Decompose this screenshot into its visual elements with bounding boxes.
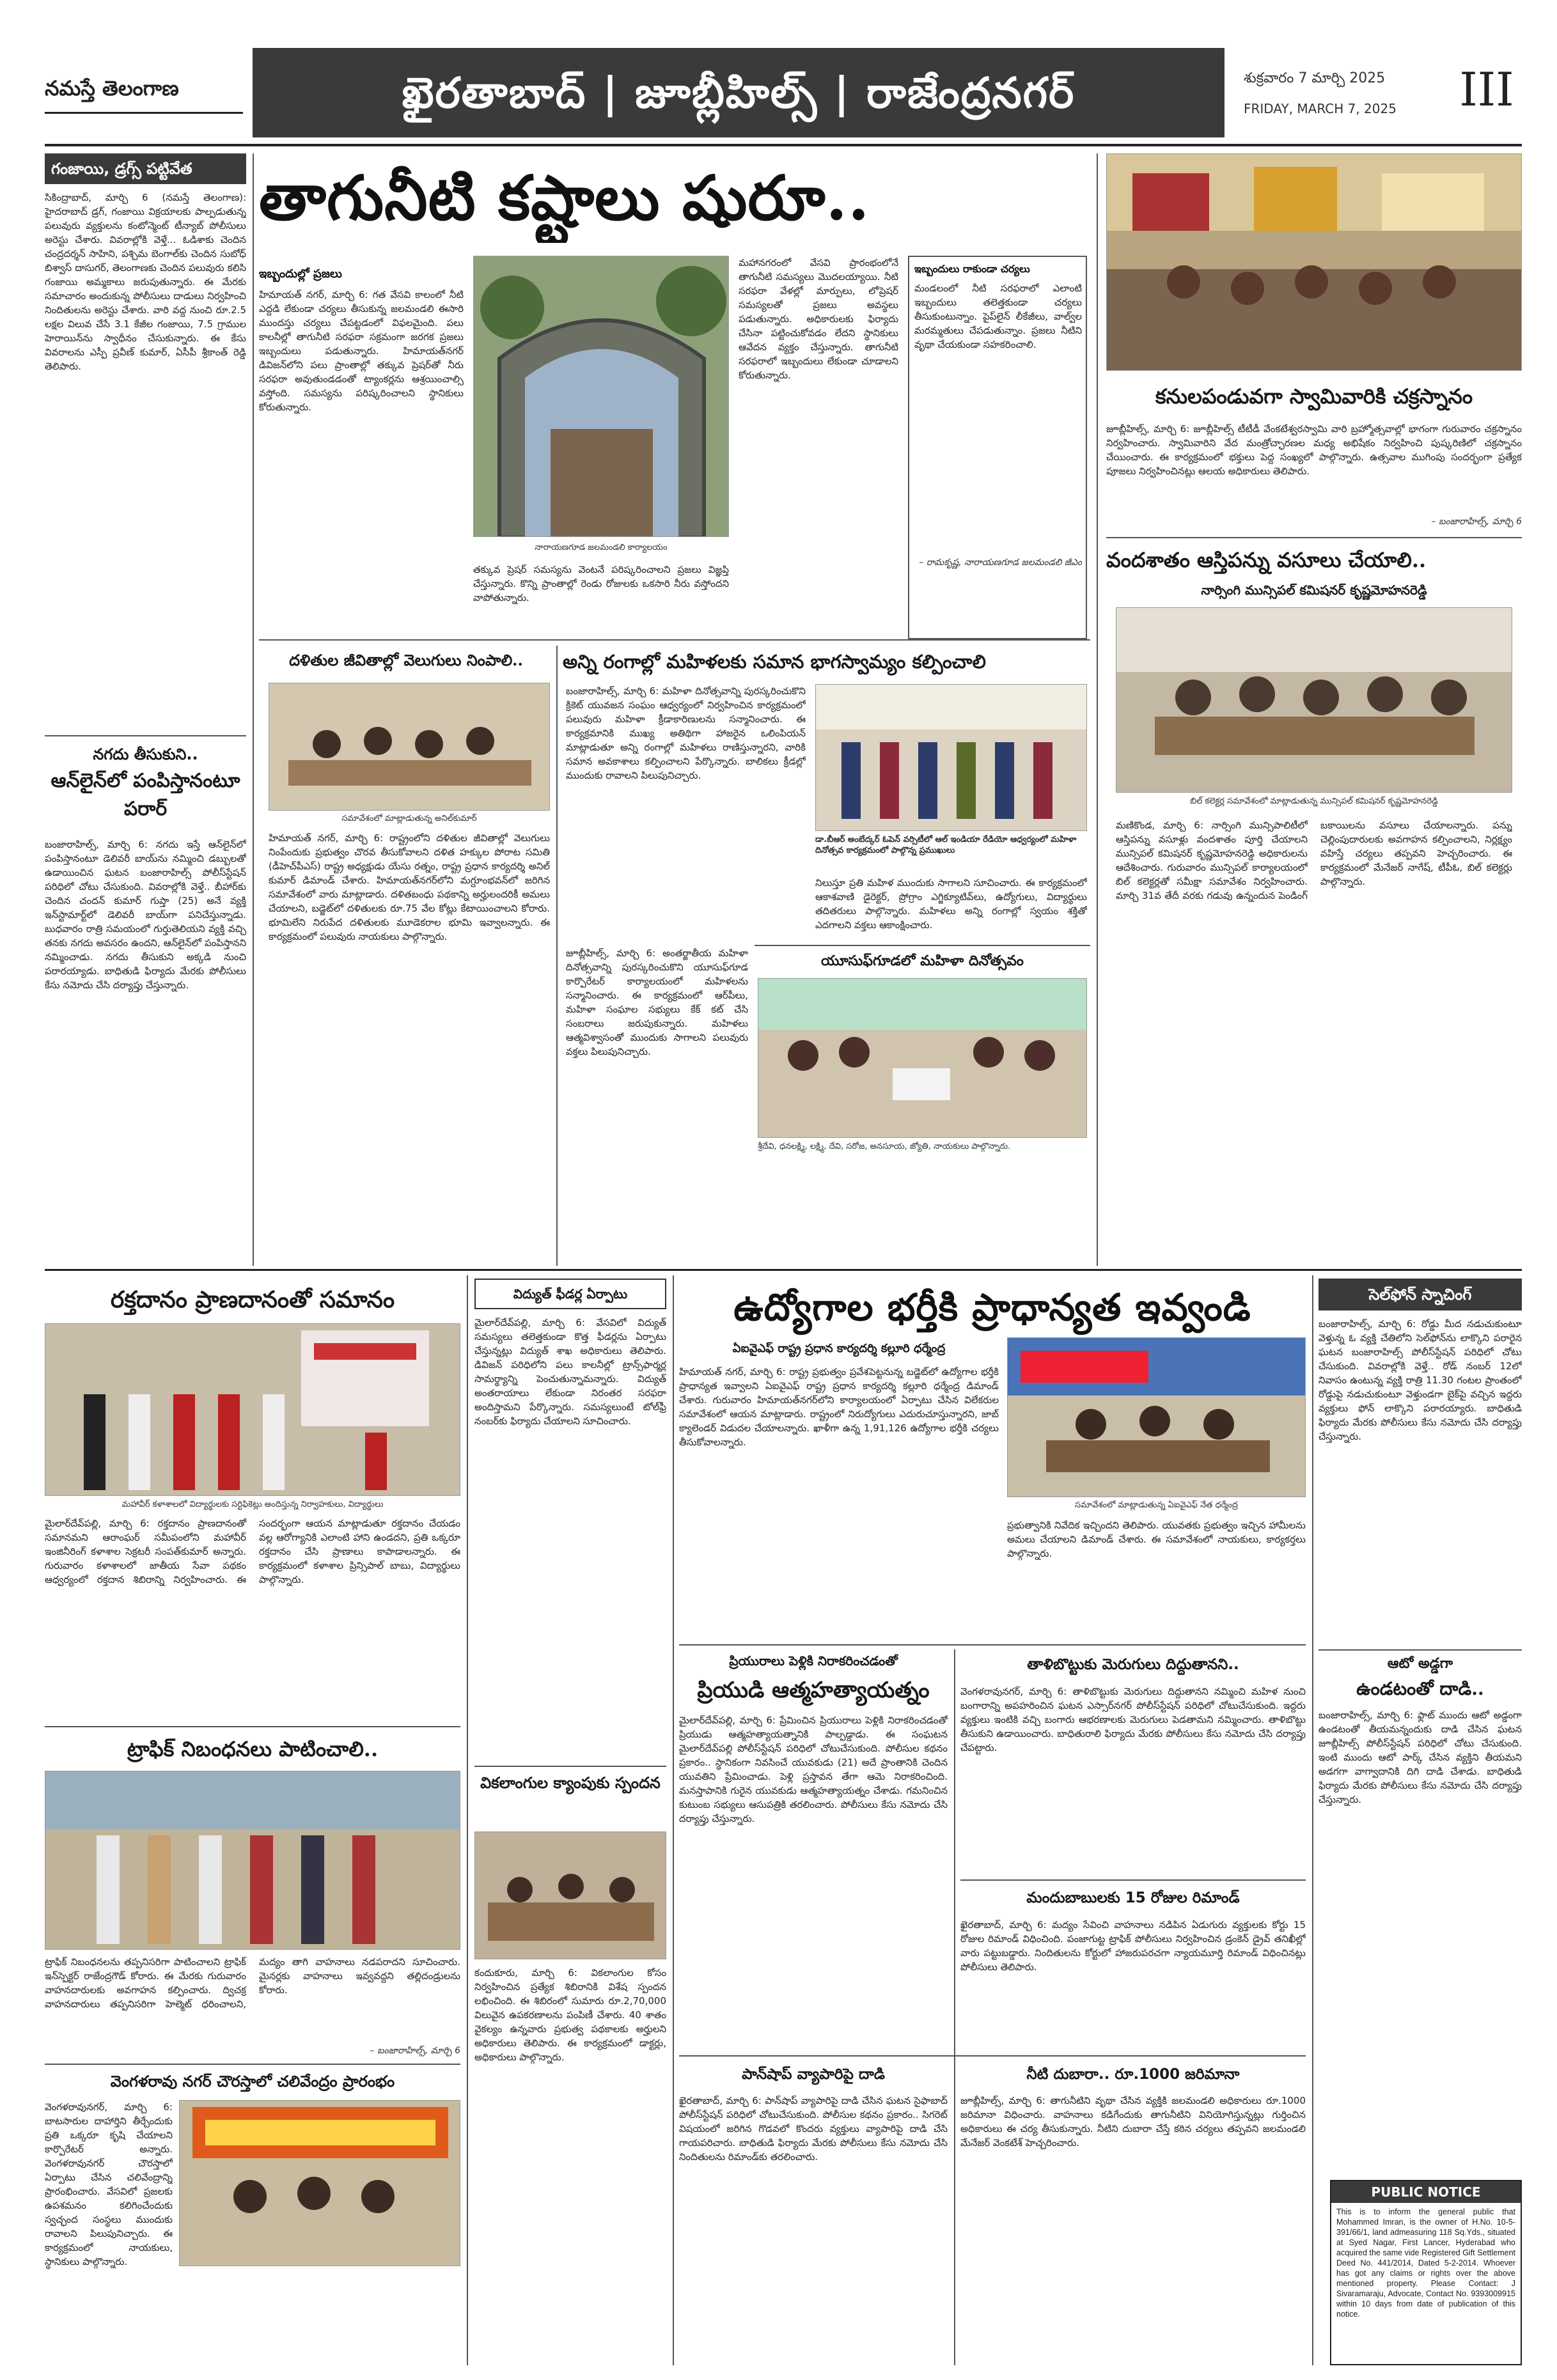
online-story [45, 742, 246, 1266]
meeting-illustration [1116, 608, 1512, 793]
divider [45, 735, 246, 736]
water-headline: తాగునీటి కష్టాలు షురూ.. [259, 162, 870, 234]
section-rule [45, 1269, 1522, 1271]
column-rule [253, 153, 254, 1266]
tax-caption: బిల్ కలెక్టర్ల సమావేశంలో మాట్లాడుతున్న మున్సిపల్ కమిషనర్ కృష్ణమోహనరెడ్డి [1190, 797, 1438, 806]
divider [474, 1766, 666, 1767]
divider [45, 2064, 460, 2065]
jobs-photo [1007, 1337, 1306, 1497]
lover-headline: ప్రియుడి ఆత్మహత్యాయత్నం [697, 1677, 930, 1703]
dalit-caption: సమావేశంలో మాట్లాడుతున్న అనిల్‌కుమార్ [341, 814, 477, 823]
vengal-body: వెంగళరావునగర్, మార్చి 6: బాటసారుల దాహార్తిని తీర్చేందుకు ప్రతి ఒక్కరూ కృషి చేయాలని కార్పొరేటర్ అన్నారు. వెంగళరావునగర్ చౌరస్తాలో ఏర్పాటు చేసిన చలివేంద్రాన్ని ప్రారంభించారు. వేసవిలో ప్రజలకు ఉపశమనం కలిగించేందుకు స్వచ్ఛంద సంస్థలు ముందుకు రావాలని పిలుపునిచ్చారు. ఈ కార్యక్రమంలో నాయకులు, స్థానికులు పాల్గొన్నారు. [45, 2101, 173, 2267]
ganja-story [45, 153, 246, 729]
temple-illustration [1107, 154, 1522, 371]
jobs-subhead: ఏఐవైఎఫ్ రాష్ట్ర ప్రధాన కార్యదర్శి కల్లూరి ధర్మేంద్ర [732, 1342, 946, 1355]
women-caption: డా.బీఆర్ అంబేద్కర్ ఓపెన్ వర్సిటీలో ఆల్ ఇండియా రేడియో ఆధ్వర్యంలో మహిళా దినోత్సవ కార్యక్రమంలో పాల్గొన్న ప్రముఖులు [815, 835, 1077, 855]
divider [679, 2055, 1306, 2057]
ganja-body: సికింద్రాబాద్, మార్చి 6 (నమస్తే తెలంగాణ): హైదరాబాద్ డ్రగ్, గంజాయి విక్రయాలకు పాల్పడుతున్న పలువురు వ్యక్తులను కంటోన్మెంట్ టీన్యాబ్ పోలీసులు అరెస్టు చేశారు. వివరాల్లోకి వెళ్తే... ఓడిశాకు చెందిన చంద్రదర్శన్ సాహిని, పశ్చిమ బెంగాల్‌కు చెందిన సుబోధ్ బిశ్వాస్ దాసుగర్, తెలంగాణకు చెందిన పలువురు కలిసి గంజాయి అమ్మకాలు జరుపుతున్నారు. ఈ మేరకు సమాచారం అందుకున్న పోలీసులు దాడులు నిర్వహించి నిందితులను అరెస్టు చేశారు. వారి వద్ద నుంచి రూ.2.5 లక్షల విలువ చేసే 3.1 కేజీల గంజాయి, 7.5 గ్రాముల హెరాయిన్‌ను స్వాధీనం చేసుకున్నారు. ఈ కేసు వివరాలను ఎస్పీ ప్రవీణ్ కుమార్, ఏసీపీ శ్రీకాంత్ రెడ్డి తెలిపారు. [45, 192, 246, 372]
disabled-body: కందుకూరు, మార్చి 6: వికలాంగుల కోసం నిర్వహించిన ప్రత్యేక శిబిరానికి విశేష స్పందన లభించింది. ఈ శిబిరంలో సుమారు రూ.2,70,000 విలువైన ఉపకరణాలను పంపిణీ చేశారు. 40 శాతం వైకల్యం ఉన్నవారు ప్రభుత్వ పథకాలకు అర్హులని అధికారులు తెలిపారు. ఈ కార్యక్రమంలో డాక్టర్లు, అధికారులు పాల్గొన్నారు. [474, 1967, 666, 2063]
water-photo-caption: నారాయణగూడ జలమండలి కార్యాలయం [535, 543, 668, 552]
section-title: ఖైరతాబాద్ | జూబ్లీహిల్స్ | రాజేంద్రనగర్ [402, 68, 1076, 118]
dalit-photo [269, 683, 550, 811]
cellphone-headline: సెల్‌ఫోన్ స్నాచింగ్ [1318, 1279, 1522, 1311]
temple-headline-box [1106, 377, 1522, 416]
fine-body: జూబ్లీహిల్స్, మార్చి 6: తాగునీటిని వృథా చేసిన వ్యక్తికి జలమండలి అధికారులు రూ.1000 జరిమానా విధించారు. వాహనాలు కడిగేందుకు తాగునీటిని వినియోగిస్తున్నట్లు గుర్తించిన అధికారులు ఈ చర్య తీసుకున్నారు. నీటిని దుబారా చేస్తే కఠిన చర్యలు తప్పవని జలమండలి మేనేజర్ వెంకటేశ్ హెచ్చరించారు. [960, 2095, 1306, 2149]
women-headline: అన్ని రంగాల్లో మహిళలకు సమాన భాగస్వామ్యం కల్పించాలి [563, 651, 986, 673]
auto-headline: ఉండటంతో దాడి.. [1356, 1678, 1484, 1699]
vengal-headline: వెంగళరావు నగర్ చౌరస్తాలో చలివేంద్రం ప్రారంభం [110, 2073, 395, 2090]
divider [679, 1644, 1306, 1645]
yousufguda-body: జూబ్లీహిల్స్, మార్చి 6: అంతర్జాతీయ మహిళా దినోత్సవాన్ని పురస్కరించుకొని యూసుఫ్‌గూడ కార్పొరేటర్ కార్యాలయంలో మహిళలను సన్మానించారు. ఈ కార్యక్రమంలో ఆర్‌పీలు, మహిళా సంఘాల సభ్యులు కేక్ కట్ చేసి సంబరాలు జరుపుకున్నారు. మహిళలు ఆత్మవిశ్వాసంతో ముందుకు సాగాలని పలువురు వక్తలు పిలుపునిచ్చారు. [566, 947, 748, 1057]
temple-body: జూబ్లీహిల్స్, మార్చి 6: జూబ్లీహిల్స్ టీటీడీ వేంకటేశ్వరస్వామి వారి బ్రహ్మోత్సవాల్లో భాగంగా గురువారం చక్రస్నానం నిర్వహించారు. స్వామివారిని వేద మంత్రోచ్ఛారణల మధ్య అభిషేకం నిర్వహించి పుష్కరిణిలో చక్రస్నానం చేయించారు. ఈ కార్యక్రమంలో భక్తులు పెద్ద సంఖ్యలో పాల్గొన్నారు. ఉత్సవాల ముగింపు సందర్భంగా ప్రత్యేక పూజలు నిర్వహించినట్లు ఆలయ అధికారులు తెలిపారు. [1106, 423, 1522, 477]
auto-body: బంజారాహిల్స్, మార్చి 6: ఫ్లాట్ ముందు ఆటో అడ్డంగా ఉండటంతో తీయమన్నందుకు దాడి చేసిన ఘటన జూబ్లీహిల్స్ పోలీస్‌స్టేషన్ పరిధిలో చోటు చేసుకుంది. ఇంటి ముందు ఆటో పార్క్ చేసిన వ్యక్తిని తీయమని అడగగా వాగ్వాదానికి దిగి దాడి చేశాడు. బాధితుడి ఫిర్యాదు మేరకు పోలీసులు కేసు నమోదు చేసి దర్యాప్తు చేస్తున్నారు. [1318, 1709, 1522, 1805]
thali-headline: తాళిబొట్టుకు మెరుగులు దిద్దుతానని.. [1027, 1656, 1239, 1673]
column-rule [673, 1275, 674, 2365]
tax-subhead: నార్సింగి మున్సిపల్ కమిషనర్ కృష్ణమోహనరెడ్డి [1201, 582, 1427, 598]
date-telugu: శుక్రవారం 7 మార్చి 2025 [1244, 70, 1386, 86]
panshop-body: ఖైరతాబాద్, మార్చి 6: పాన్‌షాప్ వ్యాపారిపై దాడి చేసిన ఘటన సైఫాబాద్ పోలీస్‌స్టేషన్ పరిధిలో చోటుచేసుకుంది. పోలీసుల కథనం ప్రకారం.. సిగరెట్ విషయంలో జరిగిన గొడవలో కొందరు వ్యక్తులు వ్యాపారిపై దాడి చేసి గాయపరిచారు. బాధితుడి ఫిర్యాదు మేరకు పోలీసులు కేసు నమోదు చేసి నిందితులను రిమాండ్‌కు తరలించారు. [679, 2095, 948, 2163]
divider [755, 945, 1090, 946]
blood-camp-illustration [45, 1324, 460, 1496]
vengal-photo [179, 2100, 460, 2266]
divider [1318, 1649, 1522, 1651]
temple-byline: – బంజారాహిల్స్, మార్చి 6 [1431, 517, 1522, 527]
drunk-body: ఖైరతాబాద్, మార్చి 6: మద్యం సేవించి వాహనాలు నడిపిన ఏడుగురు వ్యక్తులకు కోర్టు 15 రోజుల రిమాండ్ విధించింది. పంజాగుట్ట ట్రాఫిక్ పోలీసులు నిర్వహించిన డ్రంకెన్ డ్రైవ్ తనిఖీల్లో వారు పట్టుబడ్డారు. నిందితులను కోర్టులో హాజరుపరచగా న్యాయమూర్తి రిమాండ్ విధించినట్లు పోలీసులు తెలిపారు. [960, 1919, 1306, 1973]
feeder-headline: విద్యుత్ ఫీడర్ల ఏర్పాటు [513, 1286, 628, 1302]
online-body: బంజారాహిల్స్, మార్చి 6: నగదు ఇస్తే ఆన్‌లైన్‌లో పంపిస్తానంటూ డెలివరీ బాయ్‌ను నమ్మించి డబ్బులతో ఉడాయించిన ఘటన బంజారాహిల్స్ పోలీస్‌స్టేషన్ పరిధిలో చోటు చేసుకుంది. వివరాల్లోకి వెళ్తే.. బీహార్‌కు చెందిన చందన్ కుమార్ గుప్తా (25) అనే వ్యక్తి ఇన్‌స్టామార్ట్‌లో డెలివరీ బాయ్‌గా పనిచేస్తున్నాడు. బుధవారం రాత్రి సమయంలో గుర్తుతెలియని వ్యక్తి వచ్చి తనకు నగదు అవసరం ఉందని, ఆన్‌లైన్‌లో పంపిస్తానని నమ్మించాడు. నగదు తీసుకుని అక్కడి నుంచి పరారయ్యాడు. బాధితుడి ఫిర్యాదు మేరకు పోలీసులు కేసు నమోదు చేసి దర్యాప్తు చేస్తున్నారు. [45, 839, 246, 991]
blood-photo [45, 1323, 460, 1496]
date-english: FRIDAY, MARCH 7, 2025 [1244, 101, 1397, 116]
blood-body: మైలార్‌దేవ్‌పల్లి, మార్చి 6: రక్తదానం ప్రాణదానంతో సమానమని ఆరాంఘర్ సమీపంలోని మహావీర్ ఇంజినీరింగ్ కళాశాల సెక్రటరీ సంపత్‌కుమార్ అన్నారు. గురువారం కళాశాలలో జాతీయ సేవా పథకం ఆధ్వర్యంలో రక్తదాన శిబిరాన్ని నిర్వహించారు. ఈ సందర్భంగా ఆయన మాట్లాడుతూ రక్తదానం చేయడం వల్ల ఆరోగ్యానికి ఎలాంటి హాని ఉండదని, ప్రతి ఒక్కరూ రక్తదానం చేసి ప్రాణాలు కాపాడాలన్నారు. ఈ కార్యక్రమంలో కళాశాల ప్రిన్సిపాల్ బాబు, విద్యార్థులు పాల్గొన్నారు. [45, 1518, 460, 1585]
water-quote-by: – రామకృష్ణ, నారాయణగూడ జలమండలి జీఎం [919, 557, 1082, 568]
divider [1106, 537, 1522, 538]
column-rule [556, 646, 558, 1266]
lover-body: మైలార్‌దేవ్‌పల్లి, మార్చి 6: ప్రేమించిన ప్రియురాలు పెళ్లికి నిరాకరించడంతో ప్రియుడు ఆత్మహత్యాయత్నానికి పాల్పడ్డాడు. ఈ సంఘటన మైలార్‌దేవ్‌పల్లి పోలీస్‌స్టేషన్ పరిధిలో చోటుచేసుకుంది. పోలీసుల కథనం ప్రకారం.. స్థానికంగా నివసించే యువకుడు (21) అదే ప్రాంతానికి చెందిన యువతిని ప్రేమించాడు. పెళ్లి ప్రస్తావన తేగా ఆమె నిరాకరించింది. మనస్తాపానికి గురైన యువకుడు ఆత్మహత్యాయత్నం చేశాడు. గమనించిన కుటుంబ సభ్యులు ఆసుపత్రికి తరలించారు. పోలీసులు కేసు నమోదు చేసి దర్యాప్తు చేస్తున్నారు. [679, 1715, 948, 1824]
column-rule [954, 1649, 955, 2365]
section-title-bar [253, 48, 1224, 137]
water-body4: తక్కువ ప్రెషర్ సమస్యను వెంటనే పరిష్కరించాలని ప్రజలు విజ్ఞప్తి చేస్తున్నారు. కొన్ని ప్రాంతాల్లో రెండు రోజులకు ఒకసారి నీరు వస్తోందని వాపోతున్నారు. [473, 564, 729, 603]
water-office-illustration [474, 256, 729, 537]
women-photo [815, 684, 1087, 831]
press-meet-illustration [1008, 1338, 1306, 1497]
column-rule [1312, 1275, 1313, 2365]
women-body1: బంజారాహిల్స్, మార్చి 6: మహిళా దినోత్సవాన్ని పురస్కరించుకొని క్రికెట్ యువజన సంఘం ఆధ్వర్యంలో నిర్వహించిన కార్యక్రమంలో పలువురు మహిళా క్రీడాకారిణులను సన్మానించారు. ఈ కార్యక్రమానికి ముఖ్య అతిథిగా హాజరైన ఒలింపియన్ మాట్లాడుతూ అన్ని రంగాల్లో మహిళలు రాణిస్తున్నారని, వారికి సమాన అవకాశాలు కల్పించాలని పేర్కొన్నారు. బాలికలు క్రీడల్లో ముందుకు రావాలని పిలుపునిచ్చారు. [566, 685, 806, 781]
drunk-headline: మందుబాబులకు 15 రోజుల రిమాండ్ [1026, 1890, 1240, 1906]
yousufguda-photo [758, 978, 1087, 1138]
online-kicker: నగదు తీసుకుని.. [93, 745, 198, 763]
traffic-byline: – బంజారాహిల్స్, మార్చి 6 [370, 2046, 460, 2056]
divider [259, 639, 1090, 641]
traffic-body: ట్రాఫిక్ నిబంధనలను తప్పనిసరిగా పాటించాలని ట్రాఫిక్ ఇన్‌స్పెక్టర్ రాజేంద్రగౌడ్ కోరారు. ఈ మేరకు గురువారం వాహనదారులకు అవగాహన కల్పించారు. ద్విచక్ర వాహనదారులు తప్పనిసరిగా హెల్మెట్ ధరించాలని, మద్యం తాగి వాహనాలు నడపరాదని సూచించారు. మైనర్లకు వాహనాలు ఇవ్వవద్దని తల్లిదండ్రులను కోరారు. [45, 1956, 460, 2010]
column-rule [467, 1275, 468, 2365]
dalit-headline: దళితుల జీవితాల్లో వెలుగులు నింపాలి.. [289, 651, 523, 669]
women-body2: నిలుస్తూ ప్రతి మహిళ ముందుకు సాగాలని సూచించారు. ఈ కార్యక్రమంలో ఆకాశవాణి డైరెక్టర్, ప్రోగ్రాం ఎగ్జిక్యూటివ్‌లు, ఉద్యోగులు, విద్యార్థులు తదితరులు పాల్గొన్నారు. మహిళలు అన్ని రంగాల్లో స్వయం శక్తితో ఎదగాలని వక్తలు ఆకాంక్షించారు. [815, 877, 1087, 931]
feeder-body: మైలార్‌దేవ్‌పల్లి, మార్చి 6: వేసవిలో విద్యుత్ సమస్యలు తలెత్తకుండా కొత్త ఫీడర్లను ఏర్పాటు చేస్తున్నట్లు విద్యుత్ శాఖ అధికారులు తెలిపారు. డివిజన్ పరిధిలోని పలు కాలనీల్లో ట్రాన్స్‌ఫార్మర్ల సామర్థ్యాన్ని పెంచుతున్నామన్నారు. విద్యుత్ అంతరాయాలు లేకుండా నిరంతర సరఫరా అందిస్తామని పేర్కొన్నారు. సమస్యలుంటే టోల్‌ఫ్రీ నంబర్‌కు ఫిర్యాదు చేయాలని సూచించారు. [474, 1317, 666, 1427]
yousufguda-illustration [758, 979, 1087, 1138]
water-body1: హిమాయత్ నగర్, మార్చి 6: గత వేసవి కాలంలో నీటి ఎద్దడి లేకుండా చర్యలు తీసుకున్న జలమండలి ఈసారి ముందస్తు చర్యలు చేపట్టడంలో విఫలమైంది. పలు కాలనీల్లో తాగునీటి సరఫరా సక్రమంగా జరగక ప్రజలు ఇబ్బందులు పడుతున్నారు. హిమాయత్‌నగర్ డివిజన్‌లోని పలు ప్రాంతాల్లో తక్కువ ప్రెషర్‌తో నీరు సరఫరా అవుతుండడంతో ట్యాంకర్లను ఆశ్రయించాల్సి వస్తోంది. సమస్యను పరిష్కరించాలని స్థానికులు కోరుతున్నారు. [259, 289, 464, 413]
blood-headline: రక్తదానం ప్రాణదానంతో సమానం [110, 1286, 395, 1313]
yousufguda-names: శ్రీదేవి, ధనలక్ష్మి, లక్ష్మి, దేవి, సరోజ, అనసూయ, జ్యోతి, నాయకులు పాల్గొన్నారు. [758, 1142, 1011, 1151]
tax-headline: వందశాతం ఆస్తిపన్ను వసూలు చేయాలి.. [1106, 548, 1427, 572]
public-notice-box [1330, 2180, 1522, 2365]
blood-caption: మహావీర్ కళాశాలలో విద్యార్థులకు సర్టిఫికెట్లు అందిస్తున్న నిర్వాహకులు, విద్యార్థులు [121, 1500, 384, 1509]
water-sidebar-box [908, 256, 1087, 639]
thali-body: వెంగళరావునగర్, మార్చి 6: తాళిబొట్టుకు మెరుగులు దిద్దుతానని నమ్మించి మహిళ నుంచి బంగారాన్ని అపహరించిన ఘటన ఎస్సార్‌నగర్ పోలీస్‌స్టేషన్ పరిధిలో చోటుచేసుకుంది. ఇద్దరు వ్యక్తులు ఇంటికి వచ్చి బంగారు ఆభరణాలకు మెరుగులు పెడతామని నమ్మించారు. తాళిబొట్టు తీసుకుని ఉడాయించారు. బాధితురాలి ఫిర్యాదు మేరకు పోలీసులు కేసు నమోదు చేసి దర్యాప్తు చేపట్టారు. [960, 1686, 1306, 1754]
vengal-body-continued [179, 2273, 460, 2362]
online-headline: ఆన్‌లైన్‌లో పంపిస్తానంటూ పరార్ [51, 770, 240, 820]
women-group-illustration [816, 685, 1087, 831]
disabled-camp-illustration [475, 1832, 666, 1959]
divider [45, 1726, 460, 1727]
water-body2: మహానగరంలో వేసవి ప్రారంభంలోనే తాగునీటి సమస్యలు మొదలయ్యాయి. నీటి సరఫరా వేళల్లో మార్పులు, లోప్రెషర్ సమస్యలతో ప్రజలు అవస్థలు పడుతున్నారు. అధికారులకు ఫిర్యాదు చేసినా పట్టించుకోవడం లేదని స్థానికులు ఆవేదన వ్యక్తం చేస్తున్నారు. తాగునీటి సరఫరాలో ఇబ్బందులు లేకుండా చూడాలని కోరుతున్నారు. [739, 257, 898, 381]
jobs-body2: ప్రభుత్వానికి నివేదిక ఇచ్చిందని తెలిపారు. యువతకు ప్రభుత్వం ఇచ్చిన హామీలను అమలు చేయాలని డిమాండ్ చేశారు. ఈ సమావేశంలో నాయకులు, కార్యకర్తలు పాల్గొన్నారు. [1007, 1520, 1306, 1559]
temple-photo [1106, 153, 1522, 371]
disabled-photo [474, 1832, 666, 1959]
masthead [45, 45, 1522, 141]
tax-body: మణికొండ, మార్చి 6: నార్సింగి మున్సిపాలిటీలో ఆస్తిపన్ను వసూళ్లు వందశాతం పూర్తి చేయాలని మున్సిపల్ కమిషనర్ కృష్ణమోహనరెడ్డి అధికారులను ఆదేశించారు. గురువారం మున్సిపల్ కార్యాలయంలో బిల్ కలెక్టర్లతో సమీక్షా సమావేశం నిర్వహించారు. మార్చి 31వ తేదీ వరకు గడువు ఉన్నందున పెండింగ్ బకాయిలను వసూలు చేయాలన్నారు. పన్ను చెల్లింపుదారులకు అవగాహన కల్పించాలని, నిర్లక్ష్యం వహిస్తే చర్యలు తప్పవని హెచ్చరించారు. ఈ కార్యక్రమంలో మేనేజర్ నాగేష్, టీపీఓ, బిల్ కలెక్టర్లు పాల్గొన్నారు. [1116, 820, 1512, 901]
water-sub2: ఇబ్బందులు రాకుండా చర్యలు [914, 263, 1030, 275]
chalivendram-illustration [180, 2101, 460, 2266]
water-story [259, 153, 1090, 646]
lover-kicker: ప్రియురాలు పెళ్లికి నిరాకరించడంతో [729, 1653, 898, 1668]
jobs-headline: ఉద్యోగాల భర్తీకి ప్రాధాన్యత ఇవ్వండి [733, 1286, 1251, 1329]
brand-label: నమస్తే తెలంగాణ [45, 63, 243, 114]
divider [960, 1879, 1306, 1881]
tax-meeting-photo [1116, 607, 1512, 793]
ganja-headline: గంజాయి, డ్రగ్స్ పట్టివేత [45, 153, 246, 184]
feeder-headline-box [474, 1279, 666, 1309]
page-number: III [1459, 63, 1514, 116]
traffic-headline: ట్రాఫిక్ నిబంధనలు పాటించాలి.. [127, 1737, 379, 1761]
traffic-awareness-illustration [45, 1771, 460, 1950]
water-office-photo [473, 256, 729, 537]
water-sub1: ఇబ్బందుల్లో ప్రజలు [259, 267, 342, 281]
traffic-photo [45, 1771, 460, 1950]
dalit-body: హిమాయత్ నగర్, మార్చి 6: రాష్ట్రంలోని దళితుల జీవితాల్లో వెలుగులు నింపేందుకు ప్రభుత్వం చొరవ తీసుకోవాలని దళిత హక్కుల పోరాట సమితి (డీహెచ్‌పీఎస్) రాష్ట్ర అధ్యక్షుడు యేసు రత్నం, రాష్ట్ర ప్రధాన కార్యదర్శి అనిల్ కుమార్ డిమాండ్ చేశారు. హిమాయత్‌నగర్‌లోని మగ్దూంభవన్‌లో జరిగిన సమావేశంలో వారు మాట్లాడారు. దళితబంధు పథకాన్ని అర్హులందరికీ అమలు చేయాలని, బడ్జెట్‌లో దళితులకు రూ.75 వేల కోట్లు కేటాయించాలని కోరారు. భూమిలేని నిరుపేద దళితులకు మూడెకరాల భూమి ఇవ్వాలన్నారు. ఈ కార్యక్రమంలో పలువురు నాయకులు పాల్గొన్నారు. [269, 832, 550, 942]
water-body3: మండలంలో నీటి సరఫరాలో ఎలాంటి ఇబ్బందులు తలెత్తకుండా చర్యలు తీసుకుంటున్నాం. పైప్‌లైన్ లీకేజీలు, వాల్వ్‌ల మరమ్మతులు చేపడుతున్నాం. ప్రజలు నీటిని వృథా చేయకుండా సహకరించాలి. [914, 283, 1082, 350]
notice-body: This is to inform the general public that Mohammed Imran, is the owner of H.No. 10-5-391/66/1, land admeasuring 118 Sq.Yds., situated at Syed Nagar, First Lancer, Hyderabad who acquired the same vide Registered Gift Settlement Deed No. 441/2014, Dated 5-2-2014. Whoever has got any claims or rights over the above mentioned property. Please Contact: J Sivaramaraju, Advocate, Contact No. 9393009915 within 10 days from date of publication of this notice. [1336, 2207, 1515, 2319]
column-rule [1097, 153, 1098, 1266]
masthead-rule [45, 144, 1522, 146]
auto-kicker: ఆటో అడ్డగా [1387, 1656, 1453, 1672]
cellphone-body: బంజారాహిల్స్, మార్చి 6: రోడ్డు మీద నడుచుకుంటూ వెళ్తున్న ఓ వ్యక్తి చేతిలోని సెల్‌ఫోన్‌ను లాక్కొని పరారైన ఘటన బంజారాహిల్స్ పోలీస్‌స్టేషన్ పరిధిలో చోటు చేసుకుంది. వివరాల్లోకి వెళ్తే.. రోడ్ నంబర్ 12లో నివాసం ఉంటున్న వ్యక్తి రాత్రి 11.30 గంటల ప్రాంతంలో రోడ్డుపై నడుచుకుంటూ వెళ్తుండగా బైక్‌పై వచ్చిన ఇద్దరు వ్యక్తులు ఫోన్ లాక్కొని పరారయ్యారు. బాధితుడి ఫిర్యాదు మేరకు పోలీసులు కేసు నమోదు చేసి దర్యాప్తు చేస్తున్నారు. [1318, 1318, 1522, 1442]
temple-headline: కనులపండువగా స్వామివారికి చక్రస్నానం [1155, 384, 1473, 408]
panshop-headline: పాన్‌షాప్ వ్యాపారిపై దాడి [742, 2066, 885, 2083]
yousufguda-headline: యూసుఫ్‌గూడలో మహిళా దినోత్సవం [821, 953, 1024, 969]
jobs-caption: సమావేశంలో మాట్లాడుతున్న ఏఐవైఎఫ్ నేత ధర్మేంద్ర [1074, 1500, 1238, 1510]
disabled-headline: వికలాంగుల క్యాంపుకు స్పందన [480, 1773, 661, 1792]
jobs-body1: హిమాయత్ నగర్, మార్చి 6: రాష్ట్ర ప్రభుత్వం ప్రవేశపెట్టనున్న బడ్జెట్‌లో ఉద్యోగాల భర్తీకి ప్రాధాన్యత ఇవ్వాలని ఏఐవైఎఫ్ రాష్ట్ర ప్రధాన కార్యదర్శి కల్లూరి ధర్మేంద్ర డిమాండ్ చేశారు. గురువారం హిమాయత్‌నగర్‌లోని కార్యాలయంలో ఏర్పాటు చేసిన విలేకరుల సమావేశంలో ఆయన మాట్లాడారు. రాష్ట్రంలో నిరుద్యోగులు ఎదురుచూస్తున్నారని, జాబ్ క్యాలెండర్ విడుదల చేయాలన్నారు. ఖాళీగా ఉన్న 1,91,126 ఉద్యోగాల భర్తీకి చర్యలు తీసుకోవాలన్నారు. [679, 1366, 999, 1448]
fine-headline: నీటి దుబారా.. రూ.1000 జరిమానా [1026, 2066, 1240, 2083]
notice-title: PUBLIC NOTICE [1331, 2181, 1521, 2203]
dalit-meeting-illustration [269, 683, 550, 811]
